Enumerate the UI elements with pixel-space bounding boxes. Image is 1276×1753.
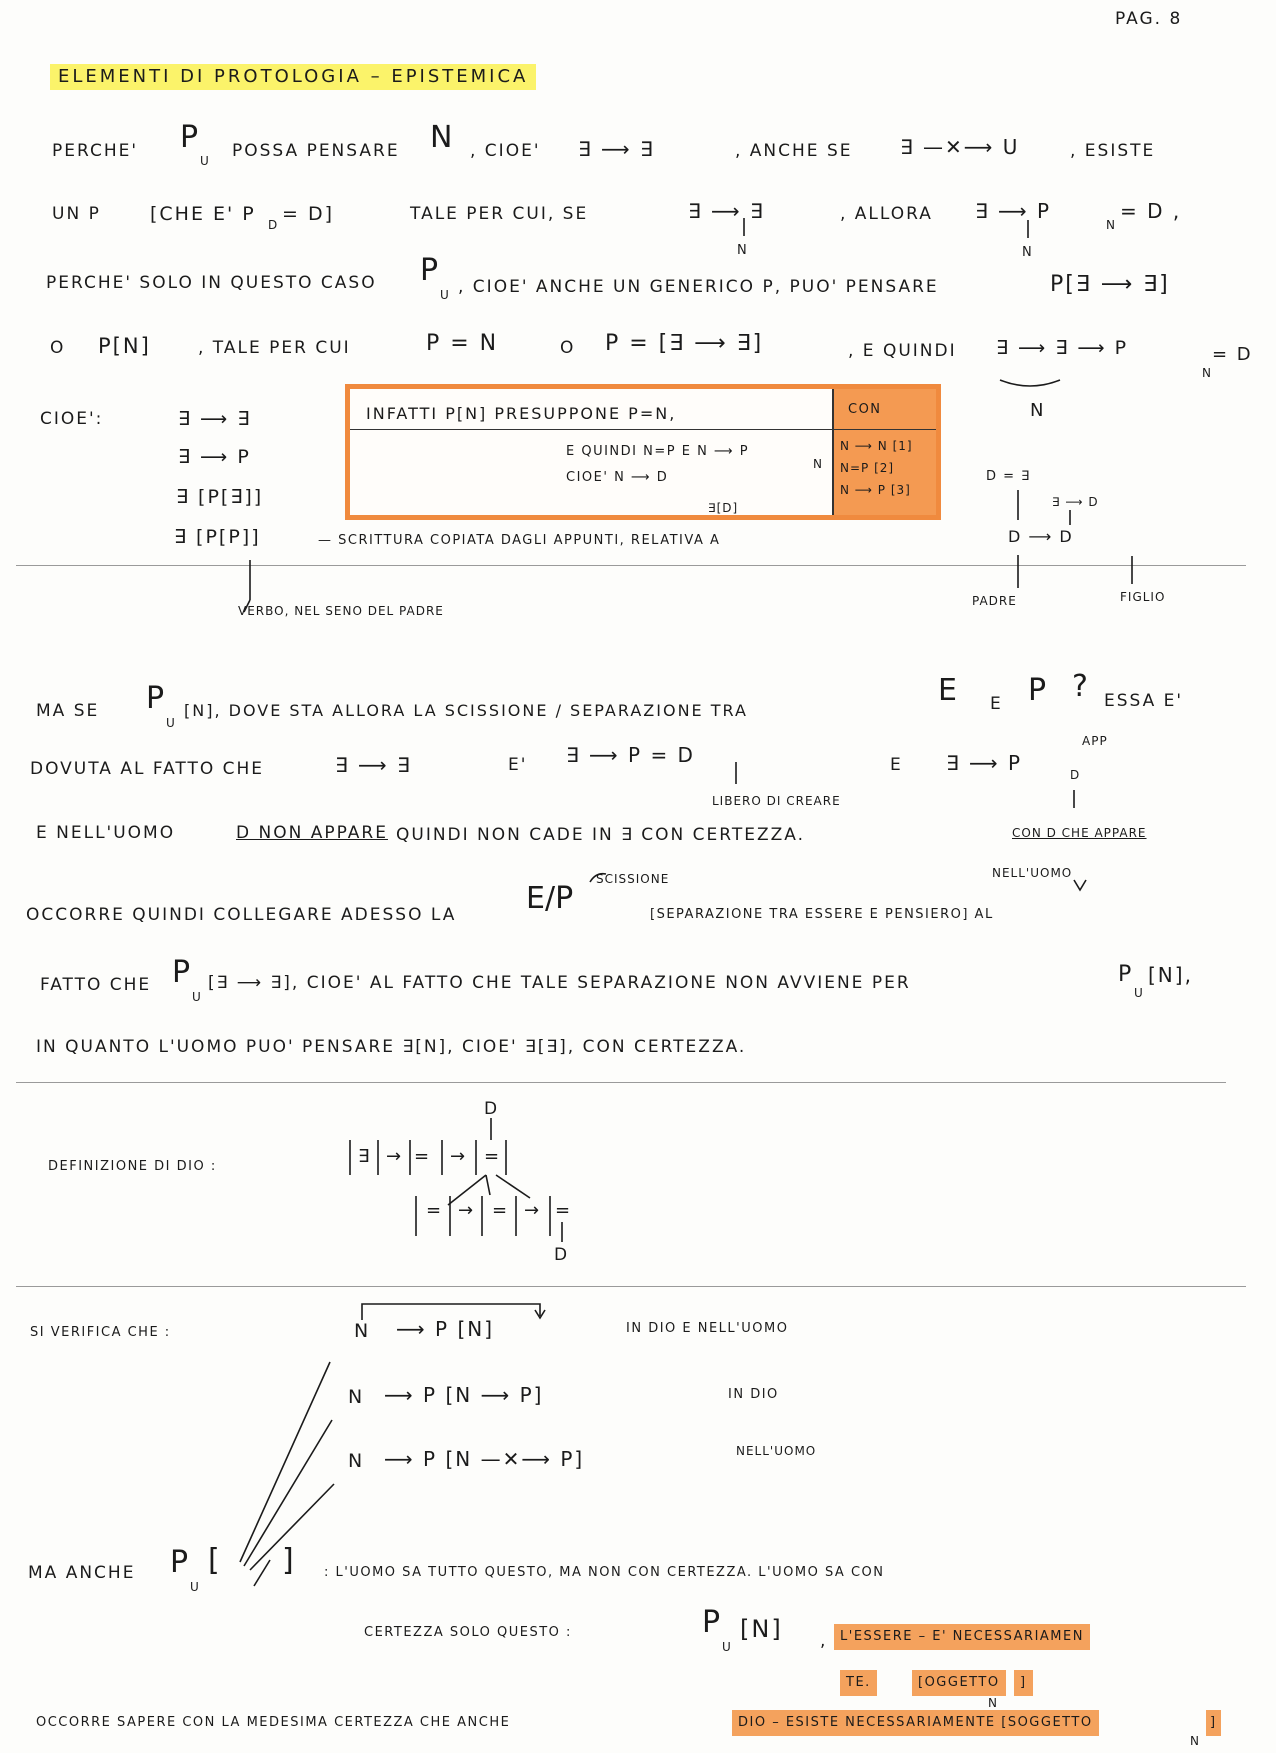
sym: → [458, 1200, 476, 1221]
text-line: , ANCHE SE [735, 141, 853, 161]
symbol-p: P [420, 253, 439, 288]
row-formula: ⟶ P [N —✕⟶ P] [384, 1447, 585, 1471]
text-line: , ALLORA [840, 204, 933, 224]
d-equals-e: D = ∃ [986, 469, 1031, 484]
formula: [CHE E' P [150, 203, 256, 225]
formula: P = N [426, 331, 499, 356]
text-line: DOVUTA AL FATTO CHE [30, 759, 265, 779]
symbol-p: P [172, 955, 191, 990]
subscript: U [192, 990, 202, 1004]
si-verifica-label: SI VERIFICA CHE : [30, 1325, 171, 1340]
subscript: N [813, 457, 823, 471]
subscript: U [1134, 986, 1144, 1000]
text-line: OCCORRE QUINDI COLLEGARE ADESSO LA [26, 905, 457, 925]
formula: [N], [1148, 963, 1193, 987]
sym: = [492, 1200, 510, 1221]
formula: ∃ [P[∃]] [176, 486, 264, 508]
formula: ∃ ⟶ ∃ [688, 199, 765, 223]
text-line: , ESISTE [1070, 141, 1156, 161]
e-to-d: ∃ ⟶ D [1052, 495, 1099, 509]
subscript: U [440, 288, 450, 302]
text-line: PERCHE' [52, 141, 139, 161]
subscript: U [190, 1580, 200, 1594]
verbo-note: VERBO, NEL SENO DEL PADRE [238, 604, 444, 618]
subscript: N [1202, 366, 1212, 380]
infatti-line-3: CIOE' N ⟶ D [566, 470, 669, 485]
text-line: E NELL'UOMO [36, 823, 176, 843]
text-line-underlined: D NON APPARE [236, 823, 388, 843]
d-to-d: D ⟶ D [1008, 527, 1074, 546]
e-over-p: E/P [526, 881, 574, 916]
highlight-note: DIO – ESISTE NECESSARIAMENTE [SOGGETTO [732, 1710, 1099, 1736]
row-note: IN DIO [728, 1387, 779, 1402]
row-n: N [348, 1450, 365, 1472]
text-line: POSSA PENSARE [232, 141, 400, 161]
subscript-n: N [1022, 245, 1034, 260]
comma: , [820, 1631, 828, 1651]
top-d: D [484, 1099, 500, 1119]
text-line: FATTO CHE [40, 975, 152, 995]
superscript-app: APP [1082, 734, 1108, 748]
formula: ∃ —✕⟶ U [900, 135, 1020, 159]
sym: = [426, 1200, 444, 1221]
formula: ∃ ⟶ P [946, 751, 1023, 775]
text-line: TALE PER CUI, SE [410, 204, 589, 224]
con-d-note: CON D CHE APPARE [1012, 826, 1147, 840]
formula: ∃ ⟶ ∃ ⟶ P [996, 337, 1129, 359]
text-line: [∃ ⟶ ∃], CIOE' AL FATTO CHE TALE SEPARAZIONE NON AVVIENE PER [208, 973, 911, 993]
text-line: QUINDI NON CADE IN ∃ CON CERTEZZA. [396, 825, 806, 845]
subscript: U [722, 1640, 732, 1654]
text-line: , CIOE' [470, 141, 541, 161]
subscript: N [988, 1696, 998, 1710]
highlight-note: ] [1014, 1670, 1033, 1696]
text-line: CERTEZZA SOLO QUESTO : [364, 1625, 572, 1640]
text-line: E' [508, 755, 528, 775]
highlight-note: ] [1206, 1710, 1221, 1736]
subscript: U [166, 716, 176, 730]
highlight-note: [OGGETTO [912, 1670, 1006, 1696]
subscript: D [268, 218, 279, 232]
row-formula: ⟶ P [N] [396, 1317, 495, 1341]
text-line: [SEPARAZIONE TRA ESSERE E PENSIERO] AL [650, 907, 994, 922]
symbol-p: P [1028, 673, 1047, 708]
text-line: , E QUINDI [848, 341, 957, 361]
text-line: UN P [52, 204, 101, 224]
highlight-note: TE. [840, 1670, 877, 1696]
subscript-n: N [737, 243, 749, 258]
symbol-p: P [1118, 962, 1134, 987]
symbol-p: P [146, 681, 165, 716]
text-line: O [50, 338, 66, 358]
libero-note: LIBERO DI CREARE [712, 794, 841, 808]
formula: P[N] [98, 334, 151, 358]
figlio-label: FIGLIO [1120, 590, 1166, 604]
text-line: , TALE PER CUI [198, 338, 351, 358]
formula: ∃ ⟶ ∃ [578, 137, 655, 161]
infatti-line-4: ∃[D] [708, 501, 739, 515]
text-line: O [560, 338, 576, 358]
formula: P = [∃ ⟶ ∃] [605, 331, 764, 356]
text-line: OCCORRE SAPERE CON LA MEDESIMA CERTEZZA CHE ANCHE [36, 1715, 511, 1730]
symbol-p: P [170, 1545, 189, 1580]
definizione-label: DEFINIZIONE DI DIO : [48, 1159, 217, 1174]
highlight-note: L'ESSERE – E' NECESSARIAMEN [834, 1624, 1090, 1650]
sym: = [414, 1146, 432, 1167]
con-item-3: N ⟶ P [3] [840, 483, 911, 497]
subscript: D [1070, 768, 1081, 782]
formula: P[∃ ⟶ ∃] [1050, 272, 1170, 297]
con-title: CON [848, 402, 882, 417]
subscript: U [200, 154, 210, 168]
infatti-line-2: E QUINDI N=P E N ⟶ P [566, 444, 750, 459]
under-n: N [1030, 400, 1046, 421]
subscript: N [1190, 1734, 1200, 1748]
text-line: IN QUANTO L'UOMO PUO' PENSARE ∃[N], CIOE' ∃[∃], CON CERTEZZA. [36, 1037, 747, 1057]
page-number: PAG. 8 [1115, 9, 1183, 29]
formula: = D , [1120, 199, 1182, 223]
sym: = [484, 1146, 502, 1167]
symbol-e: E [938, 673, 957, 708]
text-line: , CIOE' ANCHE UN GENERICO P, PUO' PENSARE [458, 277, 939, 297]
subscript: N [1106, 218, 1116, 232]
question-mark: ? [1072, 669, 1088, 704]
infatti-line-1: INFATTI P[N] PRESUPPONE P=N, [366, 404, 677, 423]
text-line: MA ANCHE [28, 1563, 136, 1583]
formula: ∃ ⟶ P [975, 199, 1052, 223]
close-bracket: ] [282, 1543, 294, 1578]
row-formula: ⟶ P [N ⟶ P] [384, 1383, 544, 1407]
text-line: MA SE [36, 701, 100, 721]
bottom-d: D [554, 1245, 570, 1265]
formula: ∃ ⟶ P = D [566, 743, 695, 767]
scissione-note: SCISSIONE [596, 872, 670, 886]
text-line: [N], DOVE STA ALLORA LA SCISSIONE / SEPARAZIONE TRA [184, 701, 748, 720]
open-bracket: [ [208, 1543, 220, 1578]
row-n: N [354, 1320, 371, 1342]
cioe-label: CIOE': [40, 409, 104, 429]
symbol-p: P [702, 1605, 721, 1640]
text-line: : L'UOMO SA TUTTO QUESTO, MA NON CON CERTEZZA. L'UOMO SA CON [324, 1565, 885, 1580]
text-line: E [990, 694, 1003, 714]
sym: → [524, 1200, 542, 1221]
text-line: PERCHE' SOLO IN QUESTO CASO [46, 273, 377, 293]
sym: → [450, 1146, 468, 1167]
symbol-p: P [180, 120, 199, 155]
scrittura-note: — SCRITTURA COPIATA DAGLI APPUNTI, RELATIVA A [318, 533, 721, 548]
row-note: IN DIO E NELL'UOMO [626, 1321, 789, 1336]
padre-label: PADRE [972, 594, 1017, 608]
formula: = D [1212, 344, 1253, 365]
row-n: N [348, 1386, 365, 1408]
sym: ∃ [358, 1146, 372, 1167]
sym: = [555, 1200, 573, 1221]
formula: = D] [282, 203, 335, 225]
symbol-n: N [430, 120, 453, 155]
formula: [N] [740, 1615, 783, 1643]
formula: ∃ ⟶ ∃ [335, 753, 412, 777]
nelluomo-note: NELL'UOMO [992, 866, 1073, 880]
text-line: ESSA E' [1104, 691, 1184, 711]
con-item-1: N ⟶ N [1] [840, 439, 913, 453]
sym: → [386, 1146, 404, 1167]
formula: ∃ ⟶ ∃ [178, 408, 252, 430]
text-line: E [890, 755, 903, 775]
formula: ∃ [P[P]] [174, 526, 261, 548]
formula: ∃ ⟶ P [178, 446, 251, 468]
page-title: ELEMENTI DI PROTOLOGIA – EPISTEMICA [50, 64, 536, 90]
con-item-2: N=P [2] [840, 461, 895, 475]
row-note: NELL'UOMO [736, 1444, 817, 1458]
